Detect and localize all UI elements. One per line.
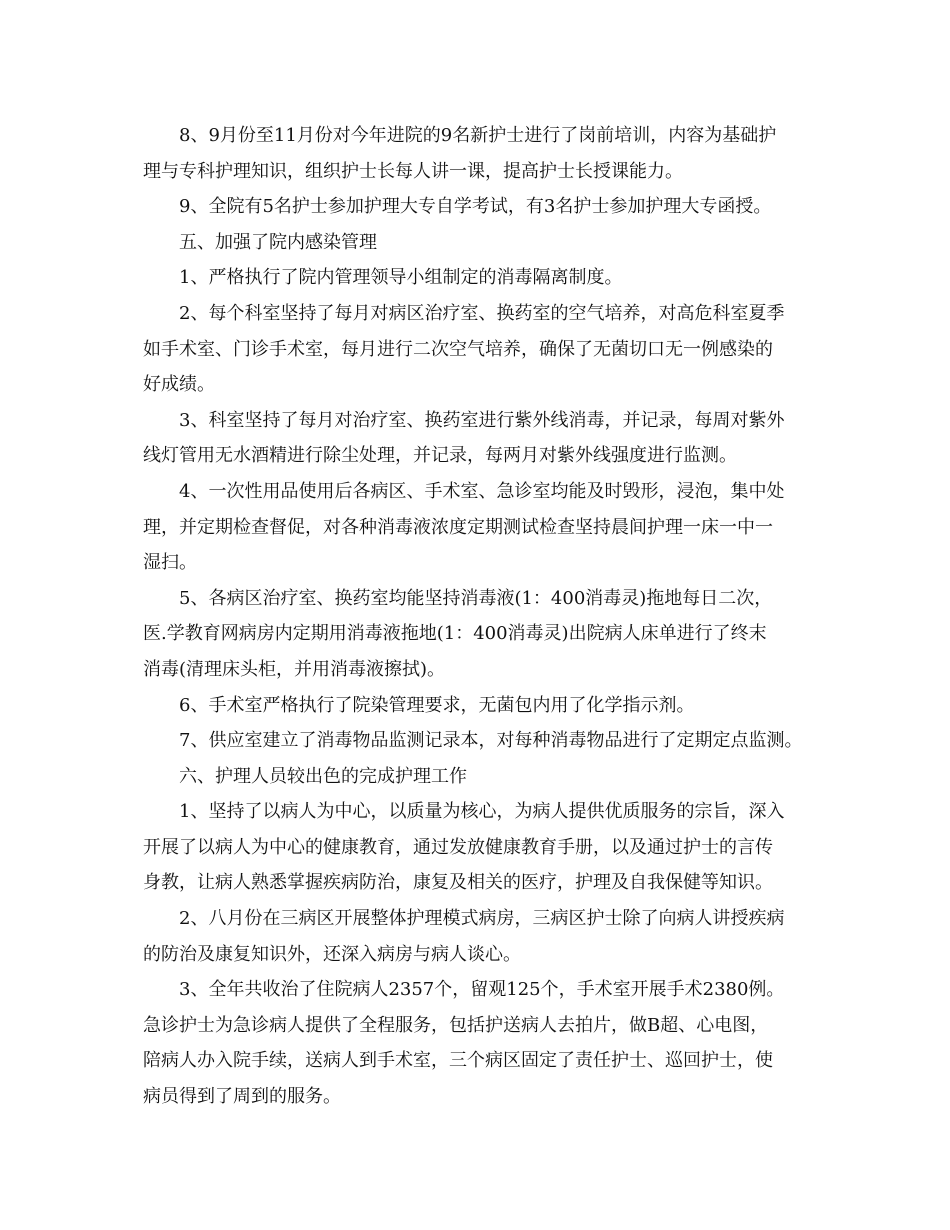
text-line: 6、手术室严格执行了院染管理要求，无菌包内用了化学指示剂。 [179, 694, 695, 716]
text-line: 4、一次性用品使用后各病区、手术室、急诊室均能及时毁形，浸泡，集中处 [179, 480, 785, 502]
text-line: 理与专科护理知识，组织护士长每人讲一课，提高护士长授课能力。 [143, 160, 683, 182]
paragraph-s5-item-1 [143, 260, 823, 296]
text-line: 好成绩。 [143, 374, 215, 396]
text-line: 3、科室坚持了每月对治疗室、换药室进行紫外线消毒，并记录，每周对紫外 [179, 409, 785, 431]
text-line: 2、八月份在三病区开展整体护理模式病房，三病区护士除了向病人讲授疾病 [179, 908, 785, 930]
text-line: 5、各病区治疗室、换药室均能坚持消毒液(1：400消毒灵)拖地每日二次， [179, 587, 773, 609]
text-line: 7、供应室建立了消毒物品监测记录本，对每种消毒物品进行了定期定点监测。 [179, 730, 803, 752]
paragraph-s5-item-4 [143, 474, 823, 581]
text-line: 2、每个科室坚持了每月对病区治疗室、换药室的空气培养，对高危科室夏季 [179, 302, 785, 324]
text-line: 如手术室、门诊手术室，每月进行二次空气培养，确保了无菌切口无一例感染的 [143, 338, 773, 360]
paragraph-s5-item-5 [143, 581, 823, 688]
text-line: 1、严格执行了院内管理领导小组制定的消毒隔离制度。 [179, 267, 623, 289]
paragraph-s5-item-3 [143, 403, 823, 474]
text-line: 3、全年共收治了住院病人2357个，留观125个，手术室开展手术2380例。 [179, 979, 785, 1001]
text-line: 消毒(清理床头柜，并用消毒液擦拭)。 [143, 658, 446, 680]
paragraph-item-8 [143, 118, 823, 189]
text-line: 湿扫。 [143, 552, 197, 574]
text-line: 六、护理人员较出色的完成护理工作 [179, 765, 467, 787]
text-line: 病员得到了周到的服务。 [143, 1086, 341, 1108]
text-line: 理，并定期检查督促，对各种消毒液浓度定期测试检查坚持晨间护理一床一中一 [143, 516, 773, 538]
paragraph-item-9 [143, 189, 823, 225]
paragraph-section-6-heading [143, 759, 823, 795]
paragraph-s6-item-2 [143, 901, 823, 972]
paragraph-s5-item-7 [143, 723, 823, 759]
text-line: 8、9月份至11月份对今年进院的9名新护士进行了岗前培训，内容为基础护 [179, 125, 777, 146]
text-line: 急诊护士为急诊病人提供了全程服务，包括护送病人去拍片，做B超、心电图， [143, 1014, 769, 1036]
paragraph-section-5-heading [143, 225, 823, 261]
paragraph-s5-item-6 [143, 688, 823, 724]
paragraph-s6-item-1 [143, 794, 823, 901]
text-line: 陪病人办入院手续，送病人到手术室，三个病区固定了责任护士、巡回护士，使 [143, 1050, 773, 1072]
document-body [143, 118, 823, 1115]
paragraph-s5-item-2 [143, 296, 823, 403]
text-line: 医.学教育网病房内定期用消毒液拖地(1：400消毒灵)出院病人床单进行了终末 [143, 623, 767, 645]
text-line: 身教，让病人熟悉掌握疾病防治，康复及相关的医疗，护理及自我保健等知识。 [143, 872, 773, 894]
text-line: 线灯管用无水酒精进行除尘处理，并记录，每两月对紫外线强度进行监测。 [143, 445, 737, 467]
text-line: 开展了以病人为中心的健康教育，通过发放健康教育手册，以及通过护士的言传 [143, 836, 773, 858]
text-line: 1、坚持了以病人为中心，以质量为核心，为病人提供优质服务的宗旨，深入 [179, 801, 785, 823]
text-line: 9、全院有5名护士参加护理大专自学考试，有3名护士参加护理大专函授。 [179, 196, 772, 218]
text-line: 五、加强了院内感染管理 [179, 231, 377, 253]
paragraph-s6-item-3 [143, 972, 823, 1114]
text-line: 的防治及康复知识外，还深入病房与病人谈心。 [143, 943, 521, 965]
